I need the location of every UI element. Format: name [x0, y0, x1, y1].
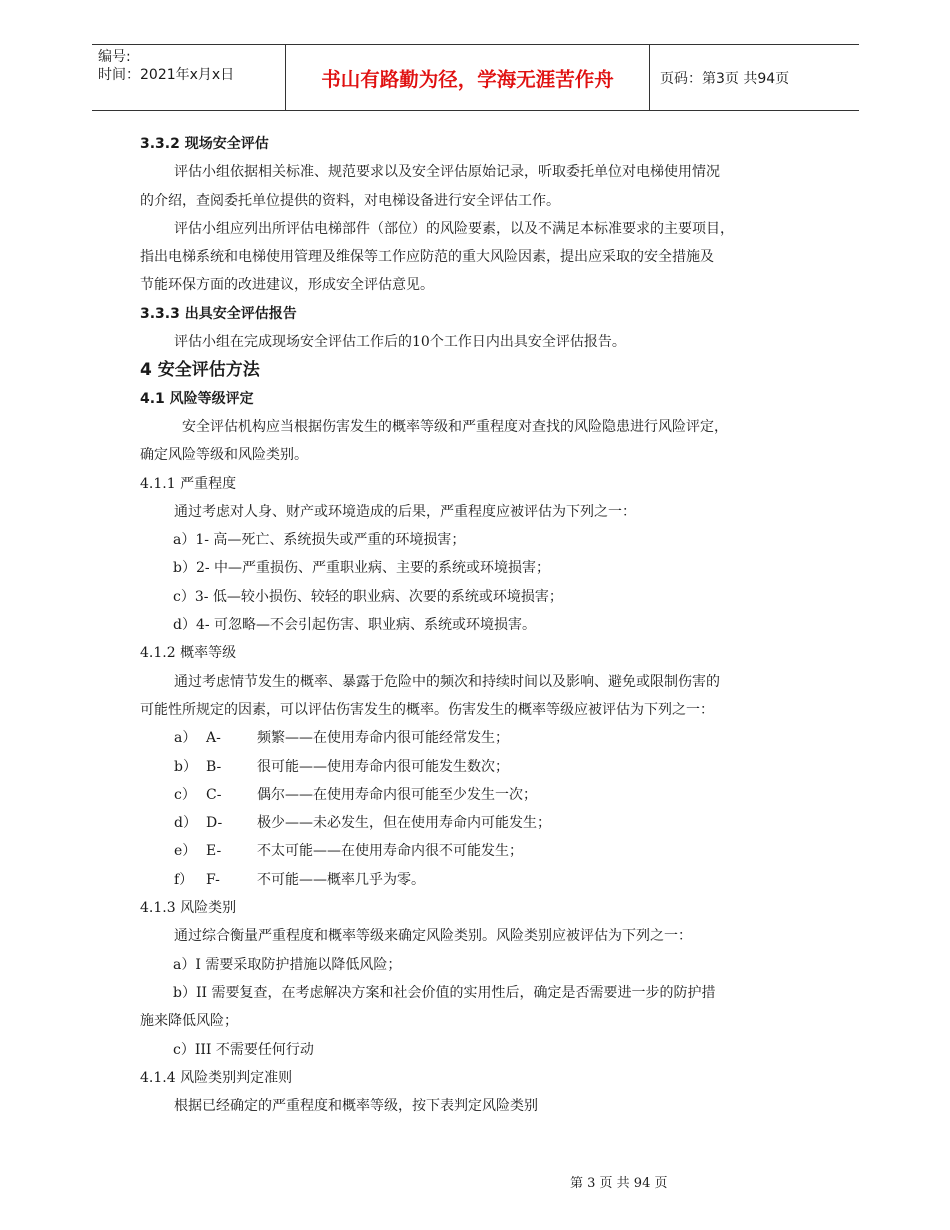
paragraph-line: 评估小组在完成现场安全评估工作后的10个工作日内出具安全评估报告。	[174, 334, 626, 351]
paragraph-line: 的介绍，查阅委托单位提供的资料，对电梯设备进行安全评估工作。	[140, 192, 560, 209]
list-item: a）I 需要采取防护措施以降低风险；	[173, 956, 402, 973]
paragraph-line: 通过综合衡量严重程度和概率等级来确定风险类别。风险类别应被评估为下列之一：	[174, 928, 692, 945]
chapter-heading: 4 安全评估方法	[140, 360, 260, 381]
page-footer: 第 3 页 共 94 页	[570, 1176, 668, 1191]
header-page-info: 页码：第3页 共94页	[660, 70, 790, 87]
paragraph-line: 确定风险等级和风险类别。	[140, 447, 308, 464]
header-time: 时间：2021年x月x日	[98, 67, 235, 83]
list-item: d）4- 可忽略—不会引起伤害、职业病、系统或环境损害。	[173, 617, 537, 634]
subsection-heading: 4.1.3 风险类别	[140, 900, 237, 917]
subsection-heading: 4.1.4 风险类别判定准则	[140, 1069, 293, 1086]
list-item: b）2- 中—严重损伤、严重职业病、主要的系统或环境损害；	[173, 560, 551, 577]
paragraph-line: 指出电梯系统和电梯使用管理及维保等工作应防范的重大风险因素，提出应采取的安全措施及	[140, 249, 714, 266]
paragraph-line: 通过考虑情节发生的概率、暴露于危险中的频次和持续时间以及影响、避免或限制伤害的	[174, 673, 720, 690]
list-item: f） F- 不可能——概率几乎为零。	[174, 871, 425, 888]
list-item: a） A- 频繁——在使用寿命内很可能经常发生；	[174, 730, 509, 747]
list-item: e） E- 不太可能——在使用寿命内很不可能发生；	[174, 843, 523, 860]
subsection-heading: 4.1.1 严重程度	[140, 475, 237, 492]
paragraph-line: 节能环保方面的改进建议，形成安全评估意见。	[140, 277, 434, 294]
document-body	[140, 130, 812, 1120]
list-item: c） C- 偶尔——在使用寿命内很可能至少发生一次；	[174, 786, 537, 803]
list-item: c）III 不需要任何行动	[173, 1041, 314, 1058]
paragraph-line: 施来降低风险；	[140, 1013, 238, 1030]
header-meta	[92, 45, 286, 110]
section-heading: 4.1 风险等级评定	[140, 390, 254, 407]
section-heading: 3.3.3 出具安全评估报告	[140, 305, 297, 322]
header-number: 编号:	[98, 49, 131, 65]
list-item: d） D- 极少——未必发生，但在使用寿命内可能发生；	[174, 815, 551, 832]
paragraph-line: 根据已经确定的严重程度和概率等级，按下表判定风险类别	[174, 1098, 538, 1115]
paragraph-line: 可能性所规定的因素，可以评估伤害发生的概率。伤害发生的概率等级应被评估为下列之一：	[140, 701, 714, 718]
paragraph-line: 通过考虑对人身、财产或环境造成的后果，严重程度应被评估为下列之一：	[174, 503, 636, 520]
list-item: c）3- 低—较小损伤、较轻的职业病、次要的系统或环境损害；	[173, 588, 563, 605]
list-item: a）1- 高—死亡、系统损失或严重的环境损害；	[173, 532, 466, 549]
paragraph-line: 评估小组依据相关标准、规范要求以及安全评估原始记录，听取委托单位对电梯使用情况	[174, 164, 720, 181]
subsection-heading: 4.1.2 概率等级	[140, 645, 237, 662]
section-heading: 3.3.2 现场安全评估	[140, 136, 269, 152]
page-header	[92, 44, 859, 111]
list-item: b） B- 很可能——使用寿命内很可能发生数次；	[174, 758, 509, 775]
paragraph-line: 评估小组应列出所评估电梯部件（部位）的风险要素，以及不满足本标准要求的主要项目，	[174, 220, 734, 237]
paragraph-line: 安全评估机构应当根据伤害发生的概率等级和严重程度对查找的风险隐患进行风险评定，	[182, 418, 728, 435]
list-item: b）II 需要复查，在考虑解决方案和社会价值的实用性后，确定是否需要进一步的防护措	[173, 984, 716, 1001]
header-motto: 书山有路勤为径，学海无涯苦作舟	[286, 45, 650, 110]
